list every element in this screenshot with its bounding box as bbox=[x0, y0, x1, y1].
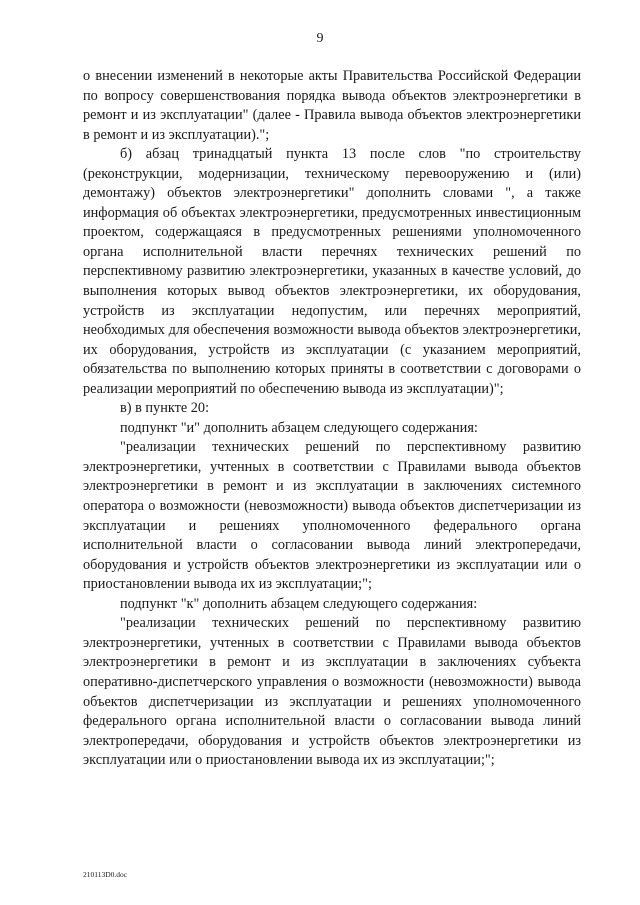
paragraph-subitem-i-heading: подпункт "и" дополнить абзацем следующего содержания: bbox=[120, 419, 478, 436]
paragraph-subitem-k-text: "реализации технических решений по перспективному развитию электроэнергетики, учтенных в соответствии с Правилами вывода объектов электроэнергетики в ремонт и из эксплуатации в заключениях субъекта оперативно-диспетчерского управления о возможности (невозможности) вывода объектов диспетчеризации из эксплуатации и решениях уполномоченного федерального органа исполнительной власти о согласовании вывода линий электропередачи, оборудования и устройств объектов электроэнергетики из эксплуатации или о приостановлении вывода их из эксплуатации;"; bbox=[83, 615, 581, 769]
paragraph-item-b: б) абзац тринадцатый пункта 13 после слов "по строительству (реконструкции, модернизации, техническому перевооружению и (или) демонтажу) объектов электроэнергетики" дополнить словами ", а также информация об объектах электроэнергетики, предусмотренных инвестиционным проектом, содержащаяся в предусмотренных решениями уполномоченного органа исполнительной власти перечнях технических решений по перспективному развитию электроэнергетики, указанных в качестве условий, до выполнения которых вывод объектов электроэнергетики, их оборудования, устройств из эксплуатации недопустим, или перечнях мероприятий, необходимых для обеспечения возможности вывода объектов электроэнергетики, их оборудования, устройств из эксплуатации (с указанием мероприятий, обязательства по выполнению которых приняты в соответствии с договорами о реализации мероприятий по обеспечению вывода из эксплуатации)"; bbox=[83, 146, 581, 397]
paragraph-item-v: в) в пункте 20: bbox=[120, 400, 210, 417]
paragraph-intro-continuation: о внесении изменений в некоторые акты Правительства Российской Федерации по вопросу совершенствования порядка вывода объектов электроэнергетики в ремонт и из эксплуатации" (далее - Правила вывода объектов электроэнергетики в ремонт и из эксплуатации)."; bbox=[83, 68, 581, 143]
document-body bbox=[83, 67, 581, 771]
footer-file-name: 210113D0.doc bbox=[83, 870, 128, 879]
paragraph-subitem-i-text: "реализации технических решений по перспективному развитию электроэнергетики, учтенных в соответствии с Правилами вывода объектов электроэнергетики в ремонт и из эксплуатации в заключениях системного оператора о возможности (невозможности) вывода объектов диспетчеризации из эксплуатации и решениях уполномоченного федерального органа исполнительной власти о согласовании вывода линий электропередачи, оборудования и устройств объектов электроэнергетики из эксплуатации или о приостановлении вывода их из эксплуатации;"; bbox=[83, 439, 581, 593]
paragraph-subitem-k-heading: подпункт "к" дополнить абзацем следующего содержания: bbox=[120, 595, 478, 612]
page-number: 9 bbox=[316, 31, 324, 46]
